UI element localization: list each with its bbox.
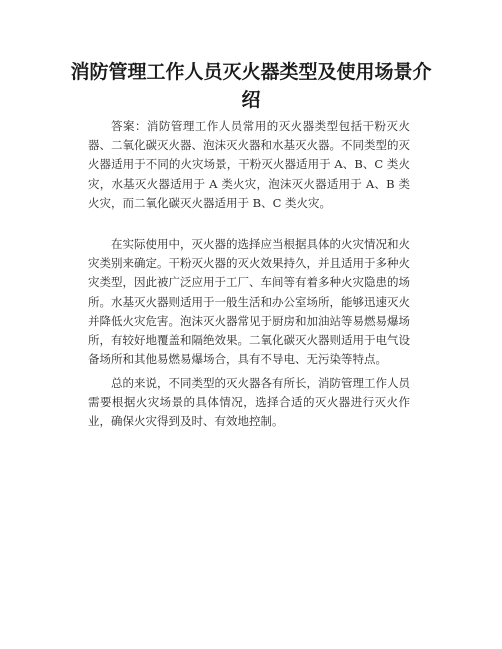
answer-paragraph: 答案：消防管理工作人员常用的灭火器类型包括干粉灭火器、二氧化碳灭火器、泡沫灭火器和水基灭火器。不同类型的灭火器适用于不同的火灾场景，干粉灭火器适用于 A、B、C 类火灾，水基灭火器适用于 A 类火灾，泡沫灭火器适用于 A、B 类火灾，而二氧化碳灭火器适用于 B、C 类火灾。 bbox=[88, 119, 410, 210]
summary-paragraph: 总的来说，不同类型的灭火器各有所长，消防管理工作人员需要根据火灾场景的具体情况，选择合适的灭火器进行灭火作业，确保火灾得到及时、有效地控制。 bbox=[88, 376, 410, 429]
document-title: 消防管理工作人员灭火器类型及使用场景介绍 bbox=[70, 61, 432, 111]
usage-paragraph: 在实际使用中，灭火器的选择应当根据具体的火灾情况和火灾类别来确定。干粉灭火器的灭火效果持久，并且适用于多种火灾类型，因此被广泛应用于工厂、车间等有着多种火灾隐患的场所。水基灭火器则适用于一般生活和办公室场所，能够迅速灭火并降低火灾危害。泡沫灭火器常见于厨房和加油站等易燃易爆场所，有较好地覆盖和隔绝效果。二氧化碳灭火器则适用于电气设备场所和其他易燃易爆场合，具有不导电、无污染等特点。 bbox=[88, 237, 410, 367]
